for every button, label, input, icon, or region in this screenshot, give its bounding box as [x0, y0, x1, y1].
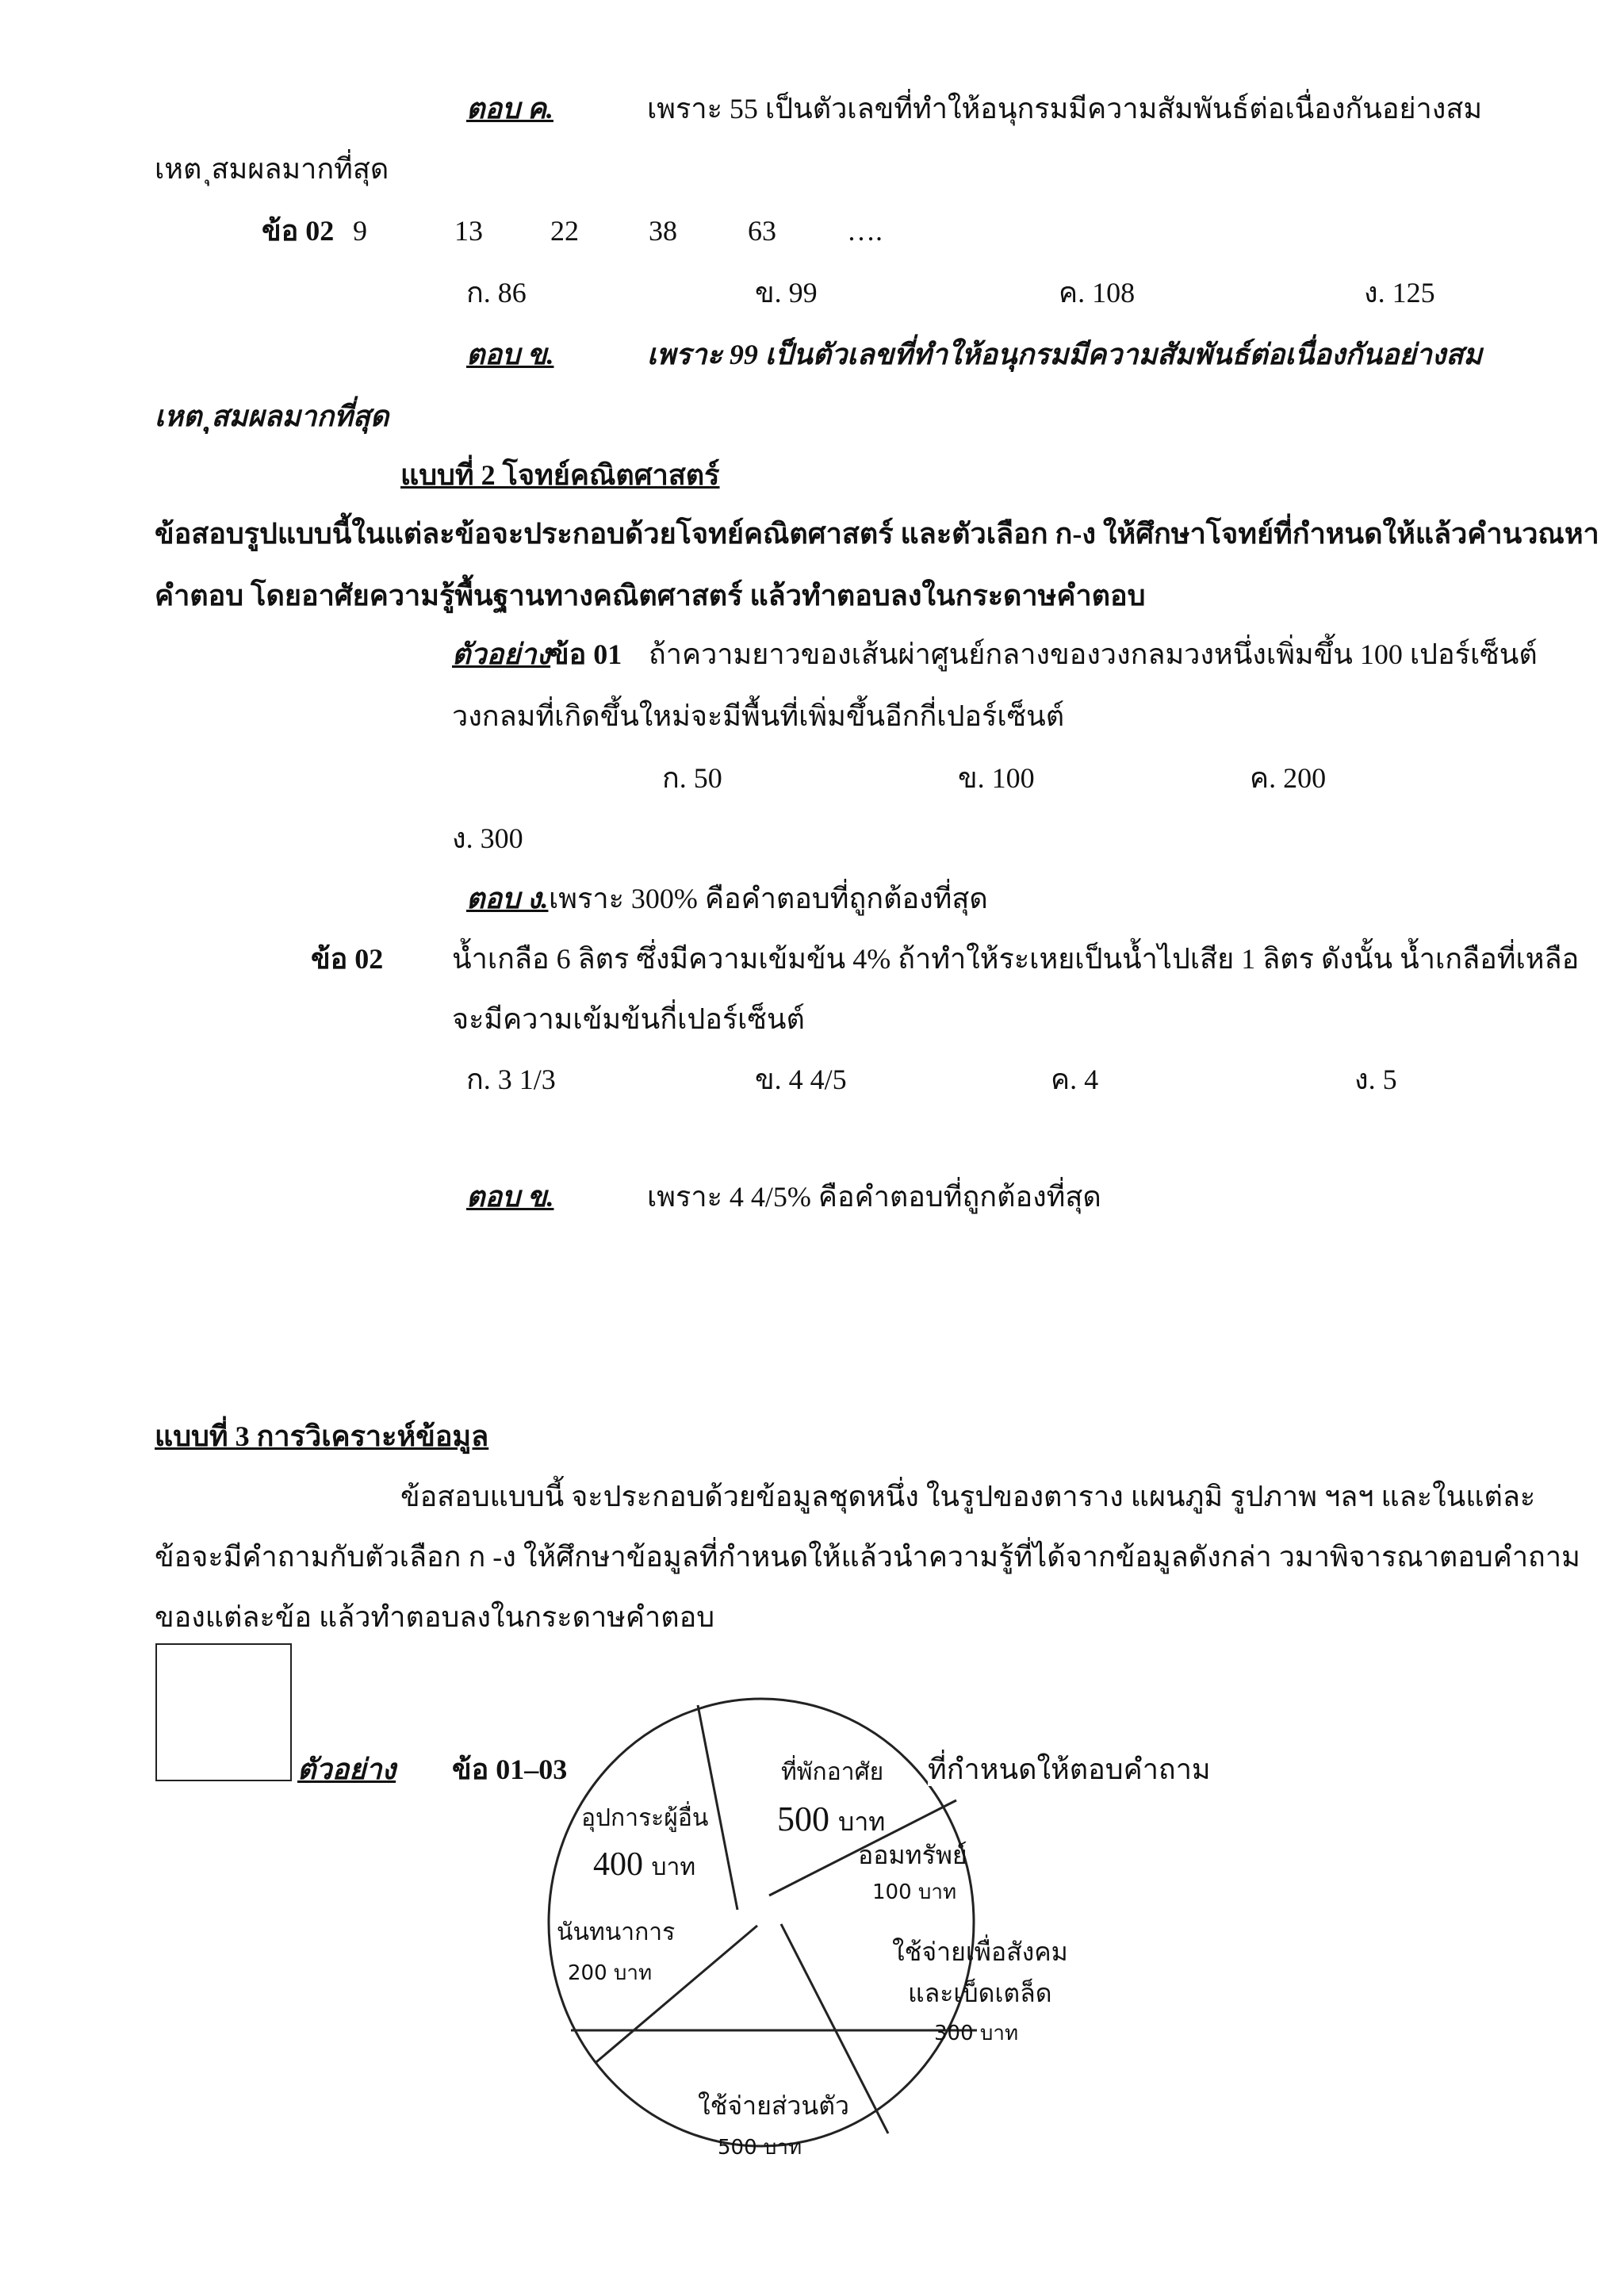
slice-value: 300 บาท [934, 2022, 1019, 2045]
section-heading: แบบที่ 2 โจทย์คณิตศาสตร์ [400, 459, 720, 491]
choice-d: ง. 5 [1354, 1064, 1397, 1095]
choice-b: ข. 99 [755, 277, 818, 309]
slice-value [593, 1846, 695, 1883]
choice-d: ง. 125 [1364, 277, 1435, 309]
series-term: …. [847, 215, 883, 247]
answer-label: ตอบ ข. [466, 339, 554, 370]
unit-label: บาท [651, 1854, 696, 1880]
slice-label: นันทนาการ [557, 1919, 676, 1945]
slice-value: 100 บาท [872, 1880, 957, 1904]
slice-label: ออมทรัพย์ [858, 1841, 967, 1869]
question-text: น้ำเกลือ 6 ลิตร ซึ่งมีความเข้มข้น 4% ถ้าทำให้ระเหยเป็นน้ำไปเสีย 1 ลิตร ดังนั้น น้ำเกลือที่เหลือ [452, 943, 1580, 975]
choice-c: ค. 200 [1250, 762, 1327, 794]
answer-label: ตอบ ค. [466, 93, 553, 125]
series-term: 38 [649, 215, 677, 247]
slice-label: อุปการะผู้อื่น [581, 1805, 709, 1831]
answer-label: ตอบ ข. [466, 1181, 554, 1213]
slice-divider [596, 1926, 757, 2062]
choice-d: ง. 300 [452, 822, 523, 854]
slice-value: 500 บาท [718, 2136, 802, 2160]
question-text: จะมีความเข้มข้นกี่เปอร์เซ็นต์ [452, 1003, 805, 1035]
question-number: ข้อ 01 [550, 638, 622, 670]
slice-label: ใช้จ่ายส่วนตัว [698, 2091, 849, 2120]
question-text: วงกลมที่เกิดขึ้นใหม่จะมีพื้นที่เพิ่มขึ้นอีกกี่เปอร์เซ็นต์ [452, 700, 1065, 732]
slice-value-number: 500 [777, 1800, 829, 1838]
series-term: 63 [748, 215, 776, 247]
series-term: 9 [353, 215, 367, 247]
question-number: ข้อ 02 [311, 943, 384, 975]
choice-b: ข. 100 [958, 762, 1035, 794]
choice-b: ข. 4 4/5 [755, 1064, 847, 1095]
slice-value: 200 บาท [568, 1961, 653, 1985]
slice-label-line2: และเบ็ดเตล็ด [908, 1979, 1052, 2007]
section-intro: ข้อสอบรูปแบบนี้ในแต่ละข้อจะประกอบด้วยโจทย์คณิตศาสตร์ และตัวเลือก ก-ง ให้ศึกษาโจทย์ที่กำหนดให้แล้วคำนวณหา [155, 518, 1599, 550]
example-label: ตัวอย่าง [452, 638, 551, 670]
answer-text-cont: เหต ุสมผลมากที่สุด [155, 401, 389, 432]
section-intro: คำตอบ โดยอาศัยความรู้พื้นฐานทางคณิตศาสตร์ แล้วทำตอบลงในกระดาษคำตอบ [155, 580, 1146, 611]
example-tail: ที่กำหนดให้ตอบคำถาม [928, 1754, 1211, 1785]
slice-value [777, 1800, 885, 1838]
series-term: 13 [454, 215, 483, 247]
question-number: ข้อ 01–03 [452, 1754, 568, 1785]
choice-a: ก. 3 1/3 [466, 1064, 556, 1095]
answer-text-cont: เหต ุสมผลมากที่สุด [155, 153, 389, 185]
answer-text: เพราะ 300% คือคำตอบที่ถูกต้องที่สุด [549, 883, 988, 914]
series-term: 22 [550, 215, 579, 247]
unit-label: บาท [838, 1807, 886, 1836]
choice-c: ค. 4 [1051, 1064, 1099, 1095]
slice-label: ที่พักอาศัย [781, 1759, 884, 1785]
section-intro: ข้อสอบแบบนี้ จะประกอบด้วยข้อมูลชุดหนึ่ง ในรูปของตาราง แผนภูมิ รูปภาพ ฯลฯ และในแต่ละ [400, 1481, 1536, 1512]
section-intro: ข้อจะมีคำถามกับตัวเลือก ก -ง ให้ศึกษาข้อมูลที่กำหนดให้แล้วนำความรู้ที่ได้จากข้อมูลดังกล่า วมาพิจารณาตอบคำถาม [155, 1541, 1580, 1573]
choice-a: ก. 86 [466, 277, 527, 309]
section-intro: ของแต่ละข้อ แล้วทำตอบลงในกระดาษคำตอบ [155, 1601, 715, 1633]
slice-value-number: 400 [593, 1846, 643, 1883]
answer-text: เพราะ 55 เป็นตัวเลขที่ทำให้อนุกรมมีความสัมพันธ์ต่อเนื่องกันอย่างสม [647, 93, 1483, 125]
choice-c: ค. 108 [1059, 277, 1136, 309]
answer-label: ตอบ ง. [466, 883, 549, 914]
example-label: ตัวอย่าง [297, 1754, 396, 1785]
answer-text: เพราะ 99 เป็นตัวเลขที่ทำให้อนุกรมมีความสัมพันธ์ต่อเนื่องกันอย่างสม [647, 339, 1483, 370]
question-number: ข้อ 02 [262, 215, 335, 247]
section-heading: แบบที่ 3 การวิเคราะห์ข้อมูล [155, 1420, 489, 1452]
answer-text: เพราะ 4 4/5% คือคำตอบที่ถูกต้องที่สุด [647, 1181, 1101, 1213]
choice-a: ก. 50 [662, 762, 722, 794]
question-text: ถ้าความยาวของเส้นผ่าศูนย์กลางของวงกลมวงหนึ่งเพิ่มขึ้น 100 เปอร์เซ็นต์ [649, 638, 1538, 670]
slice-label: ใช้จ่ายเพื่อสังคม [892, 1938, 1068, 1966]
